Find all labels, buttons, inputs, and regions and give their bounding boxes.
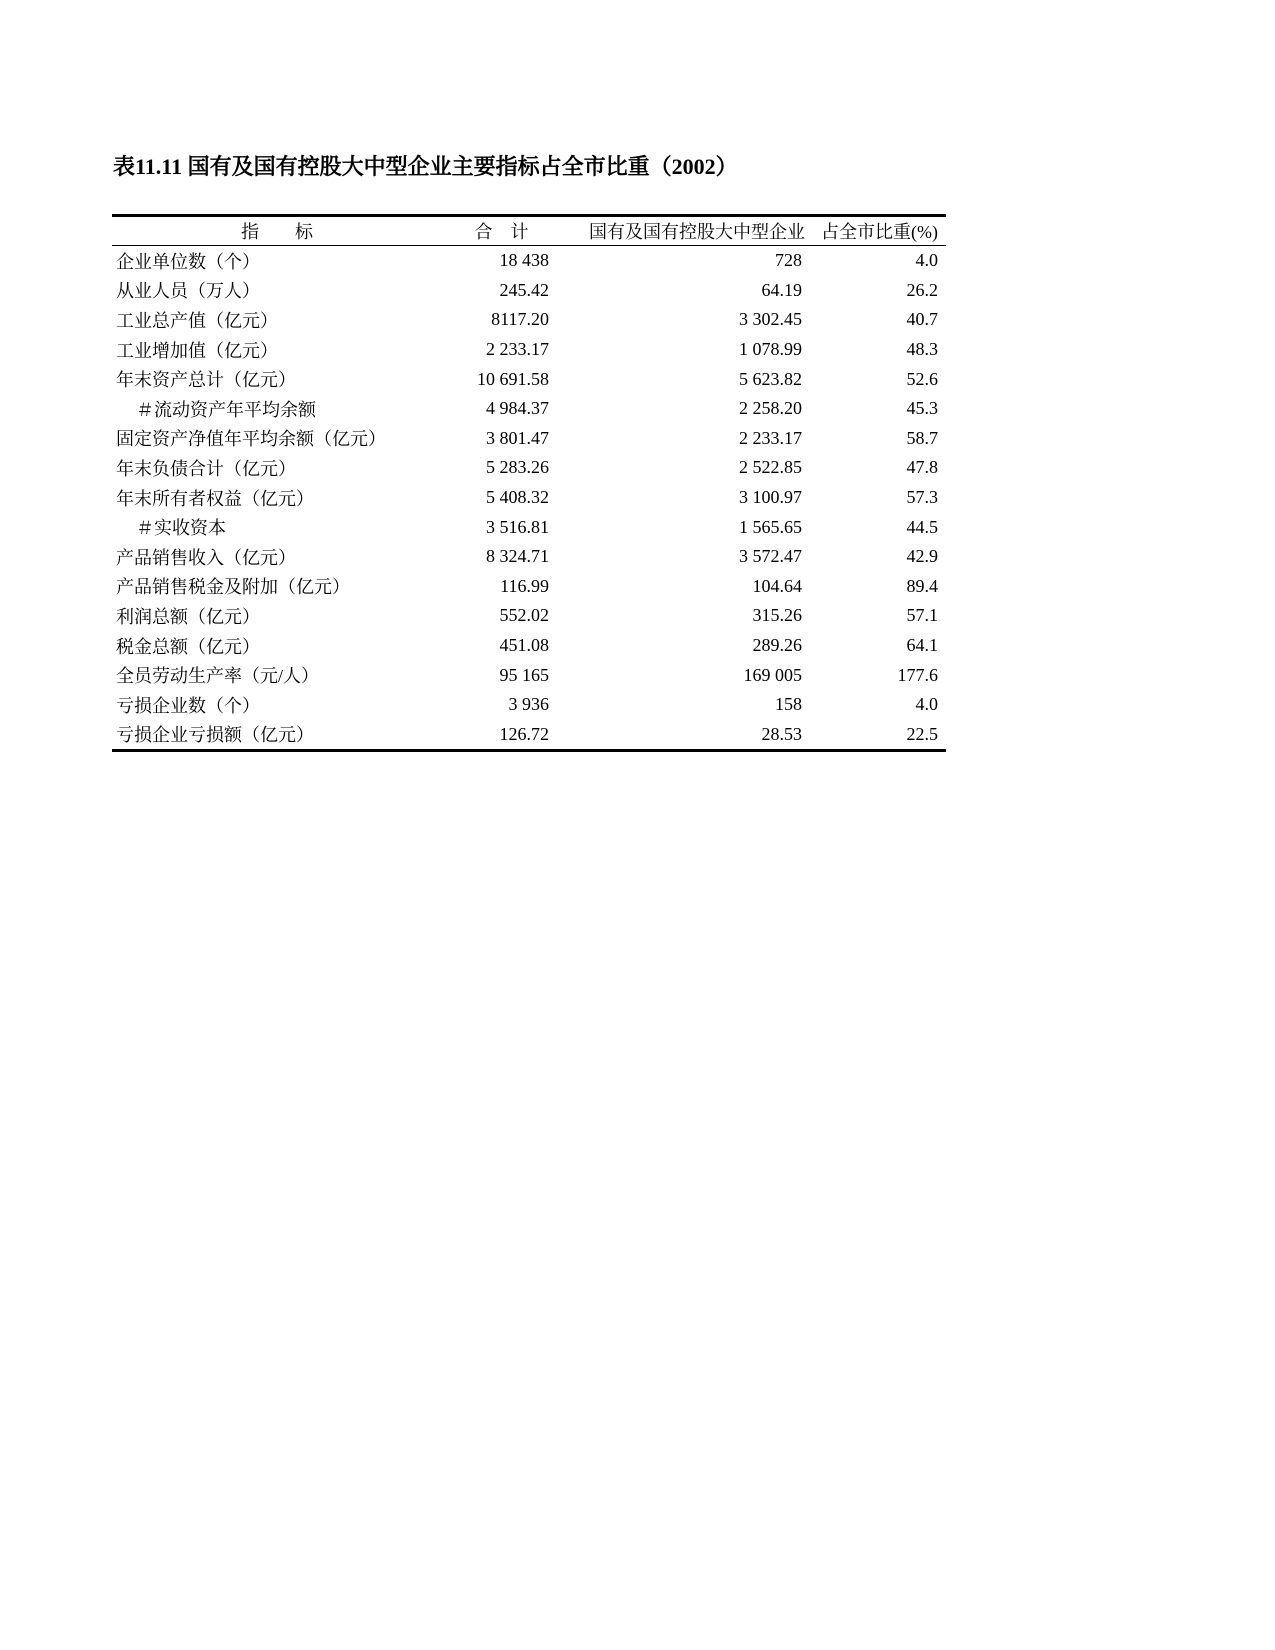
row-share-percent: 64.1 [906, 635, 938, 656]
row-soe-value: 104.64 [752, 575, 802, 596]
row-indicator: ＃流动资产年平均余额 [136, 399, 316, 420]
row-total-value: 116.99 [500, 575, 549, 596]
row-indicator: ＃实收资本 [136, 518, 226, 539]
row-total-value: 126.72 [499, 723, 549, 744]
row-total-value: 3 936 [508, 694, 549, 715]
table-row [112, 512, 946, 542]
table-header [112, 216, 946, 246]
row-soe-value: 2 233.17 [739, 427, 802, 448]
table-row [112, 542, 946, 572]
table-row [112, 690, 946, 720]
row-indicator: 全员劳动生产率（元/人） [116, 666, 319, 687]
table-row [112, 394, 946, 424]
row-share-percent: 4.0 [915, 250, 938, 271]
row-total-value: 5 408.32 [486, 487, 549, 508]
row-share-percent: 40.7 [906, 309, 938, 330]
row-total-value: 451.08 [499, 635, 549, 656]
row-indicator: 固定资产净值年平均余额（亿元） [116, 429, 386, 450]
row-soe-value: 1 078.99 [739, 339, 802, 360]
statistics-table [112, 214, 946, 752]
row-indicator: 亏损企业亏损额（亿元） [116, 725, 314, 746]
table-row [112, 660, 946, 690]
row-total-value: 10 691.58 [477, 368, 549, 389]
header-indicator: 指 标 [241, 222, 313, 242]
row-total-value: 8117.20 [491, 309, 549, 330]
row-total-value: 2 233.17 [486, 339, 549, 360]
row-indicator: 产品销售收入（亿元） [116, 547, 296, 568]
row-soe-value: 728 [775, 250, 802, 271]
header-row [112, 216, 946, 246]
row-share-percent: 89.4 [906, 575, 938, 596]
row-share-percent: 42.9 [906, 546, 938, 567]
table-row [112, 424, 946, 454]
row-soe-value: 64.19 [761, 279, 802, 300]
table-body [112, 246, 946, 751]
row-soe-value: 1 565.65 [739, 516, 802, 537]
row-total-value: 95 165 [499, 664, 549, 685]
row-soe-value: 289.26 [752, 635, 802, 656]
table-row [112, 720, 946, 751]
row-total-value: 8 324.71 [486, 546, 549, 567]
row-indicator: 年末负债合计（亿元） [116, 458, 296, 479]
row-share-percent: 47.8 [906, 457, 938, 478]
table-row [112, 246, 946, 276]
row-indicator: 从业人员（万人） [116, 281, 260, 302]
row-indicator: 企业单位数（个） [116, 251, 260, 272]
row-total-value: 552.02 [499, 605, 549, 626]
row-soe-value: 3 100.97 [739, 487, 802, 508]
row-total-value: 5 283.26 [486, 457, 549, 478]
row-soe-value: 3 572.47 [739, 546, 802, 567]
row-indicator: 利润总额（亿元） [116, 606, 260, 627]
statistics-table-container [112, 214, 946, 752]
row-share-percent: 52.6 [906, 368, 938, 389]
row-indicator: 产品销售税金及附加（亿元） [116, 577, 350, 598]
table-row [112, 572, 946, 602]
row-share-percent: 57.1 [906, 605, 938, 626]
row-share-percent: 22.5 [906, 723, 938, 744]
row-total-value: 245.42 [499, 279, 549, 300]
row-share-percent: 26.2 [906, 279, 938, 300]
row-indicator: 年末所有者权益（亿元） [116, 488, 314, 509]
row-total-value: 4 984.37 [486, 398, 549, 419]
row-soe-value: 28.53 [761, 723, 802, 744]
table-title: 表11.11 国有及国有控股大中型企业主要指标占全市比重（2002） [113, 154, 738, 179]
row-total-value: 3 801.47 [486, 427, 549, 448]
row-share-percent: 177.6 [897, 664, 938, 685]
row-indicator: 工业总产值（亿元） [116, 310, 278, 331]
table-row [112, 631, 946, 661]
header-soe-enterprises: 国有及国有控股大中型企业 [589, 222, 805, 242]
row-share-percent: 58.7 [906, 427, 938, 448]
header-share-percent: 占全市比重(%) [821, 222, 938, 242]
row-indicator: 年末资产总计（亿元） [116, 370, 296, 391]
table-row [112, 364, 946, 394]
row-soe-value: 169 005 [743, 664, 802, 685]
table-row [112, 276, 946, 306]
table-row [112, 601, 946, 631]
table-row [112, 335, 946, 365]
row-share-percent: 48.3 [906, 339, 938, 360]
table-row [112, 453, 946, 483]
row-soe-value: 2 522.85 [739, 457, 802, 478]
row-indicator: 税金总额（亿元） [116, 636, 260, 657]
row-indicator: 亏损企业数（个） [116, 695, 260, 716]
row-soe-value: 3 302.45 [739, 309, 802, 330]
row-share-percent: 57.3 [906, 487, 938, 508]
row-soe-value: 315.26 [752, 605, 802, 626]
row-share-percent: 45.3 [906, 398, 938, 419]
row-share-percent: 4.0 [915, 694, 938, 715]
table-row [112, 483, 946, 513]
row-total-value: 18 438 [499, 250, 549, 271]
header-total: 合 计 [474, 222, 529, 242]
table-row [112, 305, 946, 335]
row-soe-value: 2 258.20 [739, 398, 802, 419]
row-soe-value: 158 [775, 694, 802, 715]
row-indicator: 工业增加值（亿元） [116, 340, 278, 361]
row-share-percent: 44.5 [906, 516, 938, 537]
row-soe-value: 5 623.82 [739, 368, 802, 389]
row-total-value: 3 516.81 [486, 516, 549, 537]
